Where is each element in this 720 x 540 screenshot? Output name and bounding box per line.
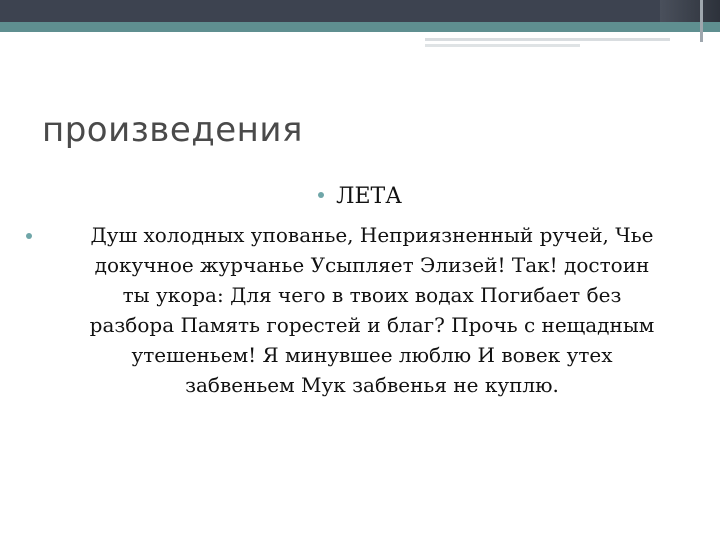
decorative-line bbox=[425, 44, 580, 47]
bullet-icon bbox=[318, 192, 324, 198]
decorative-line bbox=[425, 38, 670, 41]
heading-text: ЛЕТА bbox=[336, 184, 402, 209]
poem-line: забвеньем Мук забвенья не куплю. bbox=[185, 373, 559, 397]
teal-stripe bbox=[0, 22, 720, 32]
poem-line: разбора Память горестей и благ? Прочь с нещадным bbox=[89, 313, 655, 337]
top-band-corner bbox=[660, 0, 720, 22]
body-bullet bbox=[26, 220, 696, 400]
poem-line: ты укора: Для чего в твоих водах Погибает без bbox=[122, 283, 622, 307]
poem-text bbox=[52, 220, 692, 400]
poem-line: Душ холодных упованье, Неприязненный ручей, Чье bbox=[90, 223, 654, 247]
poem-line: утешеньем! Я минувшее люблю И вовек утех bbox=[131, 343, 613, 367]
poem-line: докучное журчанье Усыпляет Элизей! Так! достоин bbox=[94, 253, 650, 277]
top-decorative-band bbox=[0, 0, 720, 22]
bullet-icon bbox=[26, 233, 32, 239]
decorative-tick bbox=[700, 0, 703, 42]
slide-title: произведения bbox=[42, 110, 303, 150]
heading-bullet bbox=[0, 184, 720, 209]
